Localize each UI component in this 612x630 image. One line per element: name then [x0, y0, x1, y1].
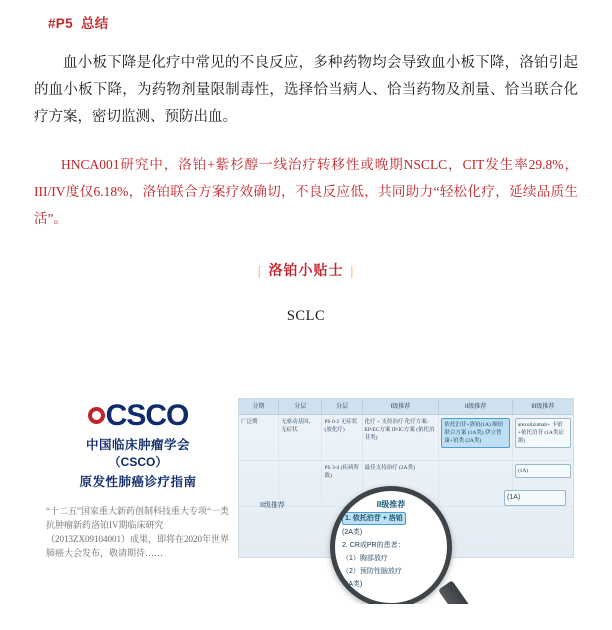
- level3-column-boxes: [504, 490, 566, 509]
- cell-level1: 最佳支持治疗 (2A类): [363, 461, 440, 506]
- table-col-level3: III级推荐: [531, 404, 555, 410]
- magnifier-item-1: [342, 512, 440, 525]
- paragraph-study: HNCA001研究中，洛铂+紫杉醇一线治疗转移性或晚期NSCLC，CIT发生率29.8%， III/IV度仅6.18%，洛铂联合方案疗效确切，不良反应低，共同助力“轻松化疗，延续品质生活”。: [34, 157, 578, 226]
- cell-sub2: PS 0-2 无症状 (放化疗): [322, 415, 362, 460]
- magnifier-item-2a: （1）胸部放疗: [342, 555, 388, 562]
- cell-level3: [513, 415, 573, 460]
- cell-level3-box: atezolizumab+ 卡铂+依托泊苷 (1A类证据): [515, 418, 571, 448]
- table-col-level2: II级推荐: [439, 399, 512, 414]
- cell-level2-highlight: 依托泊苷+洛铂(1A) 顺铂联合方案 (1A类) 伊立替康+铂类 (2A类): [441, 418, 509, 448]
- csco-logo-block: [40, 400, 236, 560]
- cell-sub2: PS 3-4 (疾病所致): [322, 461, 362, 506]
- page-title: [48, 12, 612, 32]
- cell-stage: 广泛期: [239, 415, 279, 460]
- tip-heading: [34, 260, 578, 280]
- table-col-sub2: 分层: [322, 399, 362, 414]
- level2-callout-label: II级推荐: [260, 502, 285, 509]
- csco-acronym-text: CSCO: [105, 399, 189, 432]
- csco-footnote: “十二五”国家重大新药创制科技重大专项“一类抗肿瘤新药洛铂IV期临床研究（2013ZX09104001）成果，即将在2020年世界肺癌大会发布，敬请期待……: [46, 506, 229, 558]
- cell-level1: 化疗 + 支持治疗 化疗方案： EP/EC方案 IP/IC方案 (依托泊苷类): [363, 415, 440, 460]
- tip-label: 洛铂小贴士: [268, 264, 344, 279]
- magnifier-content: [335, 491, 447, 603]
- paragraph-summary: 血小板下降是化疗中常见的不良反应，多种药物均会导致血小板下降，洛铂引起的血小板下降，为药物剂量限制毒性，选择恰当病人、恰当药物及剂量、恰当联合化疗方案，密切监测、预防出血。: [34, 55, 578, 125]
- csco-org-name: 中国临床肿瘤学会: [85, 438, 190, 452]
- guideline-figure: [34, 394, 578, 604]
- table-header-row: [239, 399, 573, 415]
- level3-box-1: (1A): [504, 490, 566, 506]
- table-col-level1: I级推荐: [363, 399, 440, 414]
- csco-guide-title: 原发性肺癌诊疗指南: [79, 475, 197, 489]
- table-col-sub1: 分层: [279, 399, 322, 414]
- csco-org-abbr: （CSCO）: [108, 455, 168, 469]
- magnifier-item-2b: （2）预防性脑放疗: [342, 568, 402, 575]
- csco-circle-icon: [88, 407, 105, 424]
- magnifier-item-2b-note: (2A类): [342, 581, 363, 588]
- magnifier-title: II级推荐: [376, 500, 406, 509]
- table-col-stage: 分期: [239, 399, 279, 414]
- magnifier-item-1-pill: 1. 依托泊苷 + 洛铂: [342, 512, 406, 525]
- cell-level2: [439, 415, 512, 460]
- tip-bar-right: |: [350, 264, 355, 279]
- body-text: [34, 50, 578, 325]
- csco-acronym: [40, 400, 236, 432]
- cell-level3-box: (1A): [515, 464, 571, 478]
- magnifier-lens: [330, 486, 452, 604]
- page-heading-text: 总结: [80, 16, 109, 31]
- document-page: [0, 12, 612, 630]
- magnifier-item-1-note: (2A类): [342, 529, 363, 536]
- sclc-label: SCLC: [286, 308, 326, 324]
- tip-bar-left: |: [257, 264, 262, 279]
- page-tag: #P5: [48, 16, 73, 31]
- magnifier-item-2: 2. CR或PR的患者：: [342, 542, 405, 549]
- cell-sub1: 无驱动基因、无症状: [279, 415, 322, 460]
- table-row: [239, 415, 573, 461]
